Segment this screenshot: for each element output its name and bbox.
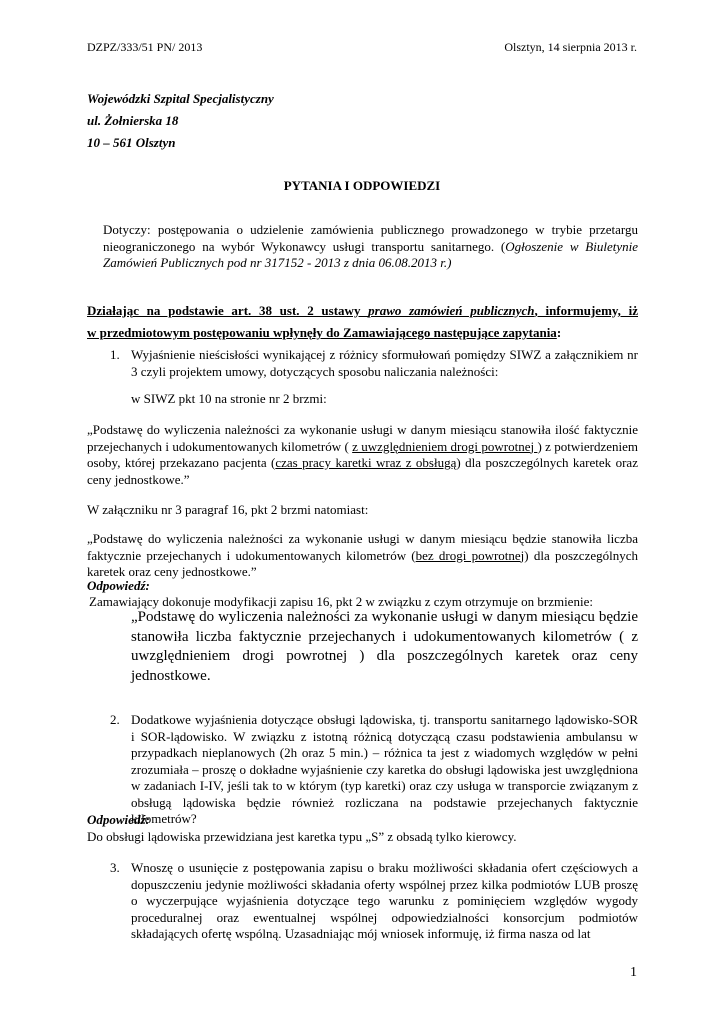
intro-line-2 [87,321,638,345]
document-reference: DZPZ/333/51 PN/ 2013 [87,40,203,54]
q1-quote-attachment [87,531,638,581]
page-number: 1 [630,965,637,980]
address-line-city: 10 – 561 Olsztyn [87,135,176,150]
subject-announcement: Ogłoszenie w Biuletynie Zamówień Publicznych pod nr 317152 - 2013 z dnia 06.08.2013 r.) [103,238,638,270]
quote1-a: „Podstawę do wyliczenia należności za wykonanie usługi w danym miesiącu stanowiła ilość faktycznie przejechanych i udokumentowanych kilometrów ( [87,422,638,454]
address-line-hospital: Wojewódzki Szpital Specjalistyczny [87,91,274,106]
quote2-underline: bez drogi powrotnej [415,547,525,563]
intro-part-3: , informujemy, iż [534,303,639,318]
q2-answer-text: Do obsługi lądowiska przewidziana jest karetka typu „S” z obsadą tylko kierowcy. [87,829,517,844]
intro-line-2-colon: : [556,325,562,340]
q2-number: 2. [110,712,120,727]
quote1-underline-2: czas pracy karetki wraz z obsługą [275,455,457,470]
q2-text: Dodatkowe wyjaśnienia dotyczące obsługi lądowiska, tj. transportu sanitarnego lądowisko-SOR i SOR-lądowisko. W związku z istotną różnicą dotyczącą czasu podstawienia ambulansu w przypadkach nieplanowych (2h oraz 5 min.) – różnica ta jest z wiadomych względów w pełni zrozumiała – proszę o dokładne wyjaśnienie czy karetka do obsługi lądowiska jest uwzględniona w zadaniach I-IV, jeśli tak to w którym (typ karetki) oraz czy usługa w transporcie związanym z obsługą lądowiska będzie również rozliczana na podstawie przejechanych faktycznie kilometrów? [131,712,638,826]
quote2-a: „Podstawę do wyliczenia należności za wykonanie usługi w danym miesiącu będzie stanowiła liczba faktycznie przejechanych i udokumentowanych kilometrów ( [87,531,638,563]
quote1-b: ) z potwierdzeniem osoby, której przekazano pacjenta ( [87,438,638,470]
quote1-c: ) dla poszczególnych karetek oraz ceny jednostkowe.” [87,455,638,487]
subject-lead: Dotyczy: postępowania o udzielenie zamówienia publicznego prowadzonego w trybie przetargu nieograniczonego na wybór Wykonawcy usługi transportu sanitarnego. ( [103,222,638,254]
q1-text: Wyjaśnienie nieścisłości wynikającej z różnicy sformułowań pomiędzy SIWZ a załącznikiem nr 3 czyli projektem umowy, dotyczących sposobu naliczania należności: [131,347,638,379]
q1-answer-text: Zamawiający dokonuje modyfikacji zapisu 16, pkt 2 w związku z czym otrzymuje on brzmienie: [89,594,593,609]
place-date: Olsztyn, 14 sierpnia 2013 r. [504,40,637,54]
intro-law-name: prawo zamówień publicznych [368,303,535,318]
q1-number: 1. [110,347,120,362]
q2-answer-label: Odpowiedź: [87,812,150,827]
subject-paragraph [103,222,638,272]
q1-attachment-line: W załączniku nr 3 paragraf 16, pkt 2 brzmi natomiast: [87,502,369,517]
q1-siwz-line: w SIWZ pkt 10 na stronie nr 2 brzmi: [131,391,327,406]
q1-quote-siwz [87,422,638,488]
intro-part-1: Działając na podstawie art. 38 ust. 2 ustawy [87,303,369,318]
quote2-b: ) dla poszczególnych karetek oraz ceny jednostkowe.” [87,547,638,579]
q1-answer-label: Odpowiedź: [87,578,150,593]
document-title: PYTANIA I ODPOWIEDZI [283,178,441,193]
intro-line-1 [87,299,638,323]
address-line-street: ul. Żołnierska 18 [87,113,179,128]
quote1-underline-1: z uwzględnieniem drogi powrotnej [352,438,538,454]
recipient-address [87,88,274,154]
q1-answer-quote: „Podstawę do wyliczenia należności za wykonanie usługi w danym miesiącu będzie stanowiła liczba faktycznie przejechanych i udokumentowanych kilometrów ( z uwzględnieniem drogi powrotnej ) dla poszczególnych karetek oraz ceny jednostkowe. [131,609,638,684]
q3-number: 3. [110,860,120,875]
q3-text: Wnoszę o usunięcie z postępowania zapisu o braku możliwości składania ofert częściowych a dopuszczeniu jedynie możliwości składania oferty wspólnej przez kilka podmiotów LUB proszę o wyczerpujące wyjaśnienia dotyczące tego warunku z pominięciem względów wygody proceduralnej oraz ewentualnej wspólnej odpowiedzialności konsorcjum podmiotów składających ofertę wspólną. Uzasadniając mój wniosek informuję, iż firma nasza od lat [131,860,638,941]
intro-line-2-text: w przedmiotowym postępowaniu wpłynęły do Zamawiającego następujące zapytania [87,325,557,340]
